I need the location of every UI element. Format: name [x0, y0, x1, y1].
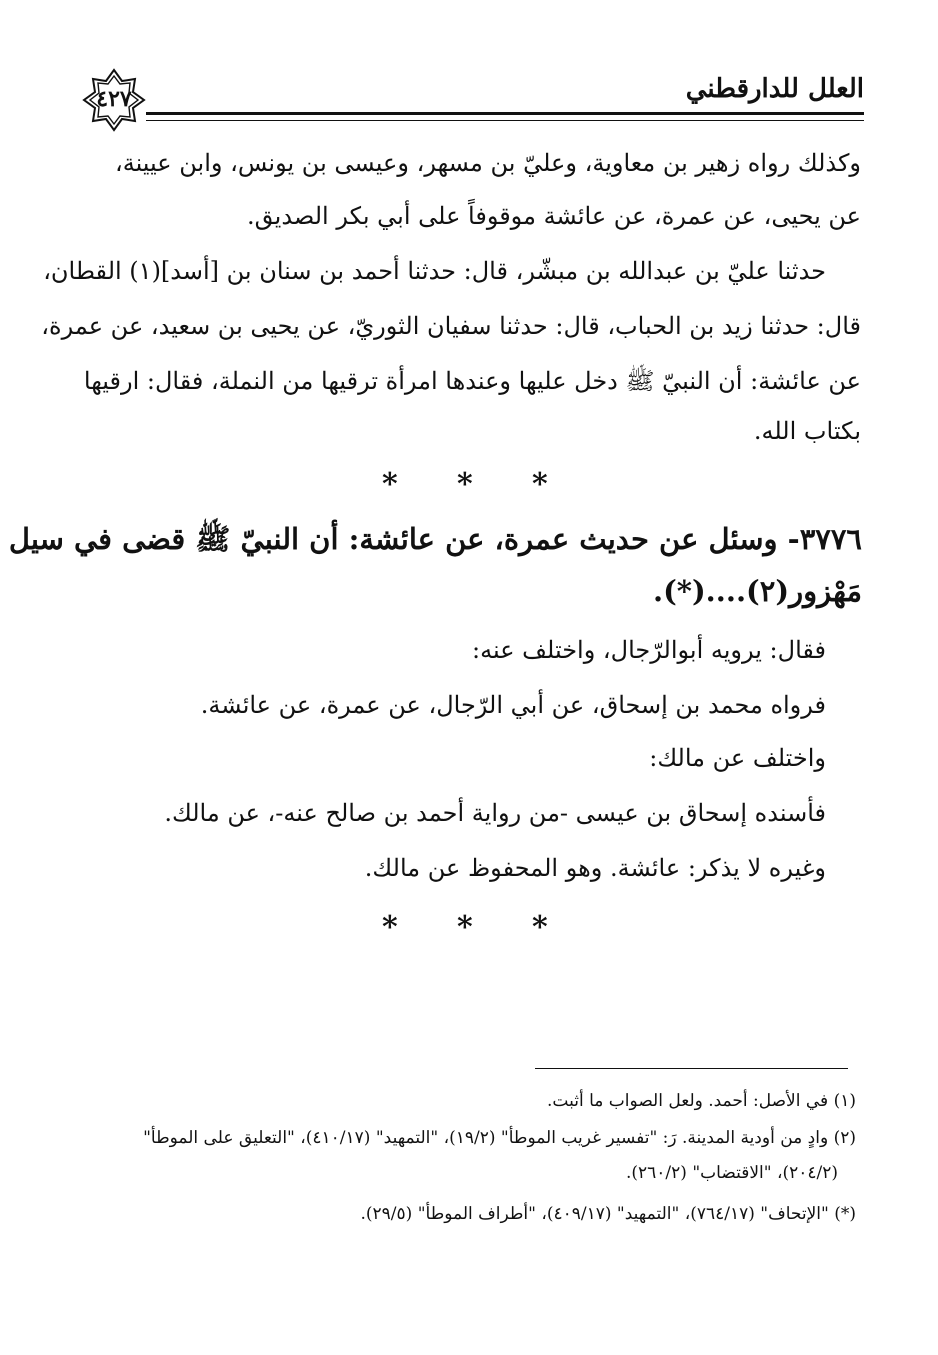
body-line-3: حدثنا عليّ بن عبدالله بن مبشّر، قال: حدثنا أحمد بن سنان بن [أسد](١) القطان،: [43, 257, 826, 285]
section-separator: [0, 910, 938, 945]
footnote-2-line-2: (٢٠٤/٢)، "الاقتضاب" (٢٦٠/٢).: [625, 1163, 838, 1183]
separator-star: *: [457, 467, 473, 502]
separator-star: *: [382, 467, 398, 502]
body-line-4: قال: حدثنا زيد بن الحباب، قال: حدثنا سفيان الثوريّ، عن يحيى بن سعيد، عن عمرة،: [41, 312, 861, 340]
separator-star: *: [457, 910, 473, 945]
answer-line-5: وغيره لا يذكر: عائشة. وهو المحفوظ عن مالك.: [364, 854, 826, 882]
body-line-2: عن يحيى، عن عمرة، عن عائشة موقوفاً على أبي بكر الصديق.: [247, 202, 861, 230]
footnote-1: (١) في الأصل: أحمد. ولعل الصواب ما أثبت.: [547, 1091, 856, 1111]
footnote-divider: [535, 1068, 848, 1069]
footnote-asterisk: (*) "الإتحاف" (٧٦٤/١٧)، "التمهيد" (٤٠٩/١٧)، "أطراف الموطأ" (٢٩/٥).: [360, 1204, 856, 1224]
answer-line-4: فأسنده إسحاق بن عيسى -من رواية أحمد بن صالح عنه-، عن مالك.: [164, 799, 826, 827]
book-title: العلل للدارقطني: [685, 74, 864, 104]
answer-line-1: فقال: يرويه أبوالرّجال، واختلف عنه:: [472, 636, 826, 664]
footnote-2-line-1: (٢) وادٍ من أودية المدينة. رَ: "تفسير غريب الموطأ" (١٩/٢)، "التمهيد" (٤١٠/١٧)، "التعليق على الموطأ": [143, 1128, 856, 1148]
section-separator: [0, 467, 938, 502]
main-text-block: [41, 149, 861, 445]
body-line-1: وكذلك رواه زهير بن معاوية، وعليّ بن مسهر، وعيسى بن يونس، وابن عيينة،: [114, 149, 861, 177]
answer-text-block: [76, 638, 861, 883]
page-number-badge: [82, 68, 146, 132]
page-header: [82, 68, 864, 130]
body-line-6: بكتاب الله.: [753, 417, 861, 445]
header-divider: [146, 112, 864, 121]
question-heading-line-2: مَهْزور(٢)....(*).: [652, 574, 862, 608]
answer-line-3: واختلف عن مالك:: [649, 744, 826, 772]
separator-star: *: [532, 910, 548, 945]
body-line-5: عن عائشة: أن النبيّ ﷺ دخل عليها وعندها امرأة ترقيها من النملة، فقال: ارقيها: [83, 367, 861, 395]
answer-line-2: فرواه محمد بن إسحاق، عن أبي الرّجال، عن عمرة، عن عائشة.: [200, 691, 826, 719]
separator-star: *: [532, 467, 548, 502]
page-number: ٤٢٧: [96, 86, 132, 112]
separator-star: *: [382, 910, 398, 945]
question-heading-line-1: ٣٧٧٦- وسئل عن حديث عمرة، عن عائشة: أن النبيّ ﷺ قضى في سيل: [8, 522, 862, 556]
